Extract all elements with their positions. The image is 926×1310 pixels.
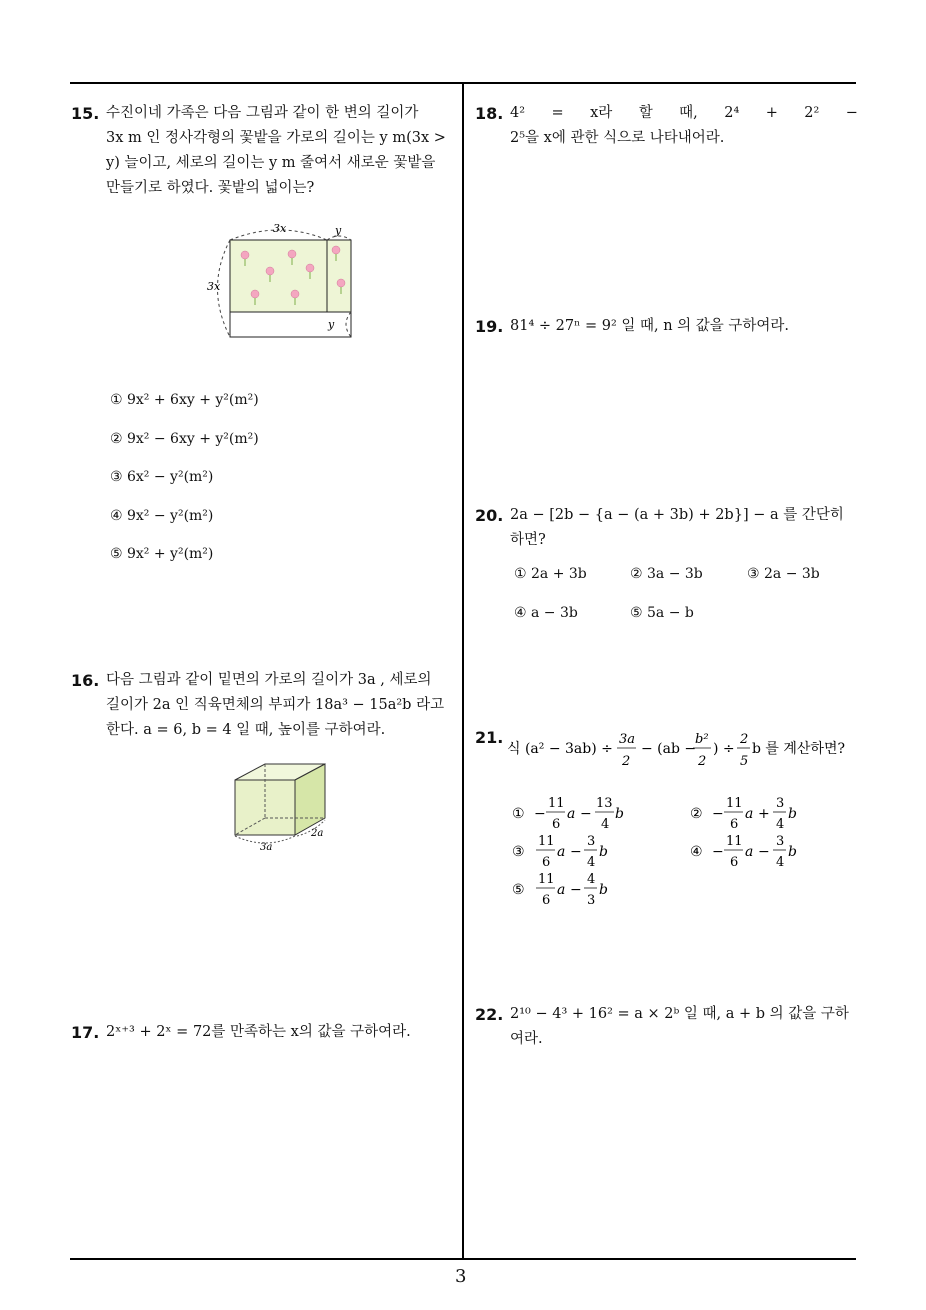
option-var: a	[567, 806, 576, 822]
expr-suffix: b 를 계산하면?	[752, 741, 845, 757]
expr-prefix: 식 (a² − 3ab) ÷	[507, 741, 613, 757]
question-line: 만들기로 하였다. 꽃밭의 넓이는?	[106, 180, 315, 196]
q21-option-4[interactable]	[690, 834, 797, 870]
column-divider	[462, 82, 464, 1260]
box-figure	[225, 760, 345, 855]
question-number: 17.	[71, 1023, 100, 1042]
fig-label-bottom-right: y	[328, 318, 335, 331]
expr-part: 때,	[679, 105, 698, 121]
frac-num: 4	[587, 872, 596, 887]
frac-den: 4	[776, 855, 785, 870]
question-number: 16.	[71, 671, 100, 690]
flowerbed-figure	[195, 218, 365, 348]
q15-option-5[interactable]: ⑤ 9x² + y²(m²)	[110, 546, 214, 562]
question-text	[106, 668, 444, 743]
frac-num: 13	[596, 796, 613, 811]
q20-option-3[interactable]: ③ 2a − 3b	[747, 566, 820, 582]
expr-part: 2²	[804, 105, 820, 121]
question-line	[510, 101, 858, 126]
frac3-den: 5	[740, 754, 749, 769]
question-text: 81⁴ ÷ 27ⁿ = 9² 일 때, n 의 값을 구하여라.	[510, 318, 790, 334]
frac-den: 4	[601, 817, 610, 832]
option-op: −	[580, 806, 592, 822]
option-mark: ④	[690, 844, 703, 860]
frac-num: 11	[548, 796, 565, 811]
q21-expression	[505, 727, 860, 773]
option-mark: ⑤	[512, 882, 525, 898]
frac1-num: 3a	[619, 732, 636, 747]
question-20	[475, 503, 860, 548]
option-sign: −	[712, 806, 724, 822]
q21-option-5[interactable]	[512, 872, 608, 908]
question-text: 2ˣ⁺³ + 2ˣ = 72를 만족하는 x의 값을 구하여라.	[106, 1024, 411, 1040]
question-17	[71, 1020, 461, 1050]
fig-label-left: 3x	[207, 280, 221, 293]
q15-option-3[interactable]: ③ 6x² − y²(m²)	[110, 469, 214, 485]
question-22	[475, 1002, 860, 1047]
expr-part: 4²	[510, 105, 526, 121]
question-text: 2a − [2b − {a − (a + 3b) + 2b}] − a 를 간단히 하면?	[510, 507, 844, 548]
expr-part: 할	[638, 105, 653, 121]
frac-num: 11	[538, 834, 555, 849]
frac-den: 6	[552, 817, 561, 832]
option-var: b	[599, 882, 608, 898]
expr-part: =	[551, 105, 564, 121]
question-line: 길이가 2a 인 직육면체의 부피가 18a³ − 15a²b 라고	[106, 697, 445, 713]
question-number: 20.	[475, 506, 504, 525]
frac2-den: 2	[698, 754, 707, 769]
option-sign: −	[534, 806, 546, 822]
frac-den: 6	[730, 817, 739, 832]
frac-den: 6	[730, 855, 739, 870]
question-number: 21.	[475, 728, 504, 747]
frac-den: 4	[776, 817, 785, 832]
option-var: b	[599, 844, 608, 860]
question-text	[106, 101, 446, 201]
q20-option-1[interactable]: ① 2a + 3b	[514, 566, 587, 582]
frac3-num: 2	[740, 732, 749, 747]
option-var: b	[788, 844, 797, 860]
question-15	[71, 101, 461, 196]
option-var: a	[557, 844, 566, 860]
question-number: 18.	[475, 104, 504, 123]
fig-label-top: 3x	[273, 222, 287, 235]
option-mark: ②	[690, 806, 703, 822]
q21-option-3[interactable]	[512, 834, 608, 870]
frac-num: 3	[587, 834, 596, 849]
fig-label-depth: 2a	[311, 828, 324, 839]
expr-part: 2⁴	[724, 105, 740, 121]
option-var: b	[788, 806, 797, 822]
frac-den: 6	[542, 855, 551, 870]
option-var: a	[745, 844, 754, 860]
option-sign: −	[712, 844, 724, 860]
question-text: 2¹⁰ − 4³ + 16² = a × 2ᵇ 일 때, a + b 의 값을 구하여라.	[510, 1006, 849, 1047]
q21-options	[510, 792, 830, 912]
question-number: 19.	[475, 317, 504, 336]
option-var: a	[557, 882, 566, 898]
question-16	[71, 668, 461, 748]
q21-option-1[interactable]	[512, 796, 624, 832]
expr-part: x라	[590, 105, 613, 121]
frac-den: 6	[542, 893, 551, 908]
question-number: 22.	[475, 1005, 504, 1024]
frac-num: 11	[726, 796, 743, 811]
expr-mid: − (ab −	[641, 741, 697, 757]
q15-option-2[interactable]: ② 9x² − 6xy + y²(m²)	[110, 431, 259, 447]
expr-part: +	[765, 105, 778, 121]
option-op: +	[758, 806, 770, 822]
page-number: 3	[455, 1266, 467, 1287]
expr-part: −	[845, 105, 858, 121]
frac2-num: b²	[695, 732, 709, 747]
question-line: y) 늘이고, 세로의 길이는 y m 줄여서 새로운 꽃밭을	[106, 155, 436, 171]
question-line: 한다. a = 6, b = 4 일 때, 높이를 구하여라.	[106, 722, 386, 738]
q20-option-4[interactable]: ④ a − 3b	[514, 605, 578, 621]
option-op: −	[758, 844, 770, 860]
bottom-rule	[70, 1258, 856, 1260]
question-line: 3x m 인 정사각형의 꽃밭을 가로의 길이는 y m(3x >	[106, 130, 446, 146]
question-line: 다음 그림과 같이 밑면의 가로의 길이가 3a , 세로의	[106, 672, 432, 688]
option-var: b	[615, 806, 624, 822]
q21-option-2[interactable]	[690, 796, 797, 832]
option-op: −	[570, 882, 582, 898]
option-op: −	[570, 844, 582, 860]
question-line: 수진이네 가족은 다음 그림과 같이 한 변의 길이가	[106, 105, 419, 121]
box-front-face	[235, 780, 295, 835]
fig-label-top-right: y	[335, 224, 342, 237]
q20-option-2[interactable]: ② 3a − 3b	[630, 566, 703, 582]
frac-num: 11	[726, 834, 743, 849]
option-mark: ①	[512, 806, 525, 822]
option-mark: ③	[512, 844, 525, 860]
question-line: 2⁵을 x에 관한 식으로 나타내어라.	[510, 130, 725, 146]
option-var: a	[745, 806, 754, 822]
question-number: 15.	[71, 104, 100, 123]
expr-mid2: ) ÷	[713, 741, 735, 757]
frac-num: 11	[538, 872, 555, 887]
frac-num: 3	[776, 796, 785, 811]
question-text	[510, 101, 858, 151]
question-18	[475, 101, 860, 156]
frac-den: 4	[587, 855, 596, 870]
q20-option-5[interactable]: ⑤ 5a − b	[630, 605, 694, 621]
q15-option-1[interactable]: ① 9x² + 6xy + y²(m²)	[110, 392, 259, 408]
q15-option-4[interactable]: ④ 9x² − y²(m²)	[110, 508, 214, 524]
frac1-den: 2	[622, 754, 631, 769]
frac-num: 3	[776, 834, 785, 849]
frac-den: 3	[587, 893, 596, 908]
fig-label-width: 3a	[260, 842, 273, 853]
question-19	[475, 314, 860, 344]
